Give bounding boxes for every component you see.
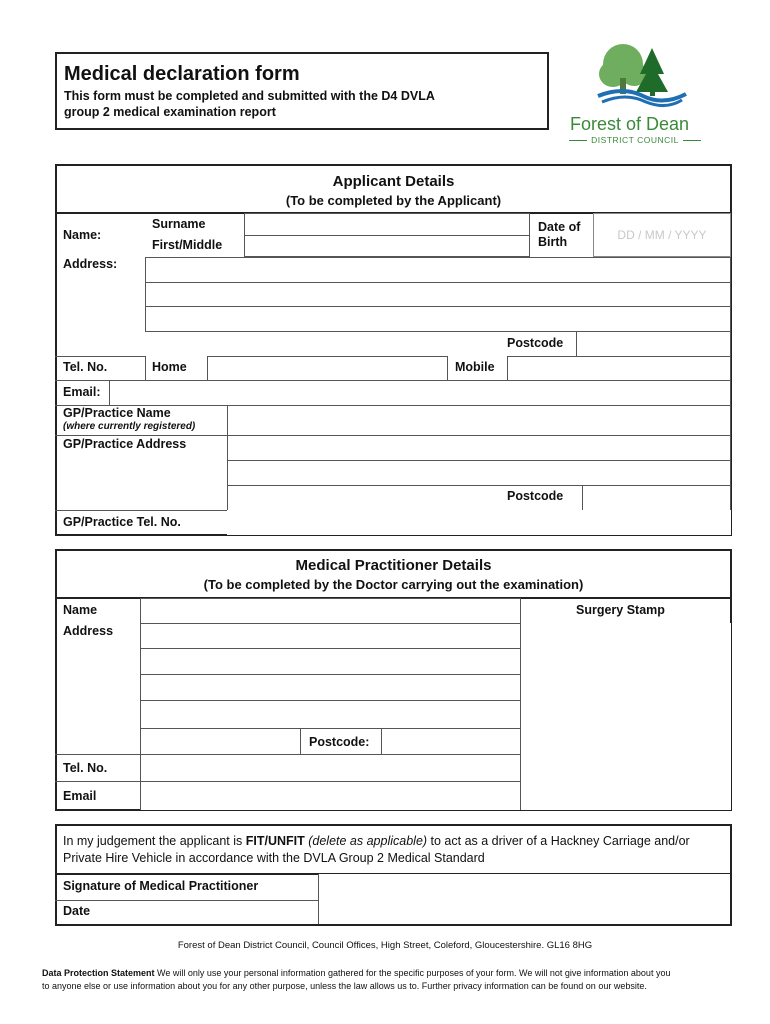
divider [55,754,141,755]
logo-name: Forest of Dean [570,114,690,134]
mobile-tel-input[interactable] [507,356,731,381]
header-box [55,52,549,130]
declaration-text-b: to act as a driver of a Hackney Carriage and/or [427,834,690,848]
applicant-title: Applicant Details [332,173,455,190]
signature-label: Signature of Medical Practitioner [63,879,259,893]
form-title: Medical declaration form [64,63,300,85]
gp-address-line-2[interactable] [227,460,731,486]
email-label: Email: [63,385,101,399]
data-protection-line2: to anyone else or use information about you for any other purpose, unless the law allows us to. Further privacy information can be found on our website. [42,981,647,991]
delete-note: (delete as applicable) [304,834,428,848]
address-line-3[interactable] [145,306,731,332]
divider [140,728,141,755]
dob-label-2: Birth [538,235,568,249]
first-middle-label: First/Middle [152,238,223,252]
divider [140,728,301,729]
footer-address: Forest of Dean District Council, Council Offices, High Street, Coleford, Gloucestershire. GL16 8HG [177,940,593,951]
practitioner-name-input[interactable] [140,598,521,624]
logo-sub [568,135,702,145]
divider [55,900,318,901]
surname-input[interactable] [244,213,530,236]
postcode-label: Postcode [507,336,564,350]
practitioner-email-label: Email [63,789,97,803]
practitioner-address-line-2[interactable] [140,648,521,675]
gp-address-label: GP/Practice Address [63,437,187,451]
gp-tel-label: GP/Practice Tel. No. [63,515,181,529]
home-tel-input[interactable] [207,356,448,381]
data-protection-line1 [42,968,762,978]
declaration-text-a: In my judgement the applicant is [63,834,246,848]
gp-postcode-input[interactable] [582,485,731,511]
gp-name-label: GP/Practice Name [63,406,171,420]
declaration-text-line2: Private Hire Vehicle in accordance with the DVLA Group 2 Medical Standard [63,851,485,865]
dp-bold: Data Protection Statement [42,968,155,978]
date-of-birth-input[interactable] [593,213,731,257]
gp-tel-input[interactable] [227,510,731,535]
form-subtitle-1: This form must be completed and submitted with the D4 DVLA [64,89,435,103]
form-subtitle-2: group 2 medical examination report [64,105,276,119]
surname-label: Surname [152,217,206,231]
practitioner-address-label: Address [63,624,114,638]
practitioner-address-line-1[interactable] [140,623,521,649]
divider [300,728,301,755]
surgery-stamp-area[interactable] [520,623,731,810]
dob-label-1: Date of [538,220,581,234]
home-label: Home [152,360,187,374]
divider [227,485,228,511]
logo-sub-text: DISTRICT COUNCIL [591,135,679,145]
practitioner-address-line-3[interactable] [140,674,521,701]
name-label: Name: [63,228,102,242]
date-label: Date [63,904,91,918]
divider [145,356,146,381]
surgery-stamp-label: Surgery Stamp [576,603,665,617]
signature-input[interactable] [318,874,730,901]
practitioner-postcode-input[interactable] [381,728,521,755]
applicant-subtitle: (To be completed by the Applicant) [285,193,502,208]
tel-label: Tel. No. [63,360,108,374]
practitioner-title: Medical Practitioner Details [295,557,492,574]
practitioner-tel-input[interactable] [140,754,521,782]
address-label: Address: [63,257,118,271]
divider [55,781,141,782]
practitioner-email-input[interactable] [140,781,521,810]
postcode-input[interactable] [576,331,731,357]
tree-logo-icon [568,40,718,110]
mobile-label: Mobile [455,360,495,374]
practitioner-postcode-label: Postcode: [309,735,370,749]
dp-line1: We will only use your personal information gathered for the specific purposes of your form. We will not give information about you [154,968,671,978]
practitioner-subtitle: (To be completed by the Doctor carrying out the examination) [203,577,584,592]
dob-placeholder: DD / MM / YYYY [617,228,707,242]
date-input[interactable] [318,900,730,924]
council-logo [568,40,718,150]
divider [55,435,227,436]
gp-name-input[interactable] [227,405,731,436]
first-middle-input[interactable] [244,235,530,257]
email-input[interactable] [109,380,731,406]
fit-unfit[interactable]: FIT/UNFIT [245,834,305,848]
address-line-1[interactable] [145,257,731,283]
practitioner-address-line-4[interactable] [140,700,521,729]
practitioner-name-label: Name [63,603,98,617]
gp-postcode-label: Postcode [507,489,564,503]
divider [55,356,145,357]
address-line-2[interactable] [145,282,731,307]
practitioner-tel-label: Tel. No. [63,761,108,775]
declaration-text-line1 [63,834,690,848]
gp-name-note: (where currently registered) [63,421,196,432]
gp-address-line-1[interactable] [227,435,731,461]
